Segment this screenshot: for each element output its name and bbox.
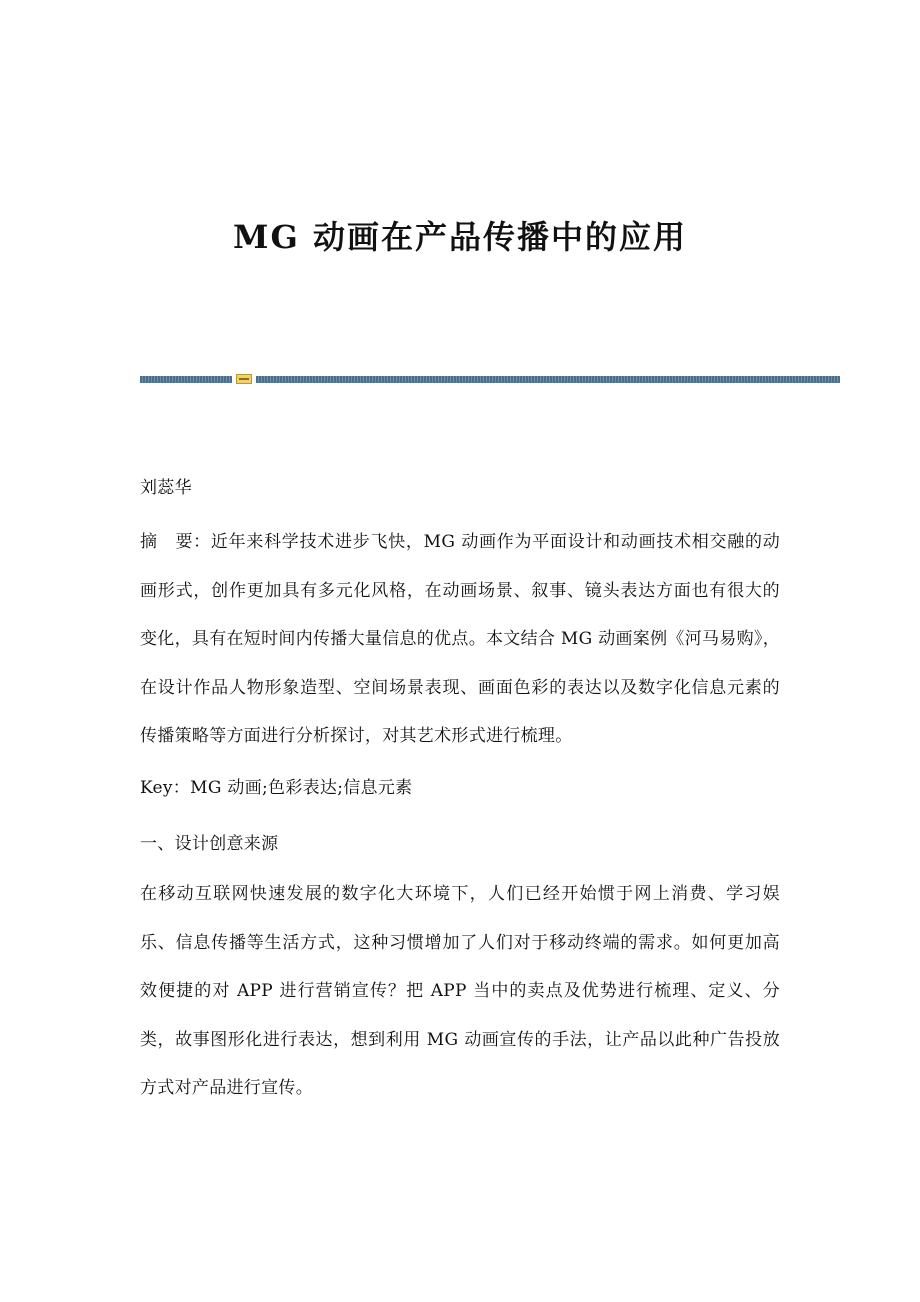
envelope-icon bbox=[236, 374, 252, 384]
author-name: 刘蕊华 bbox=[140, 478, 192, 498]
divider-bar-right bbox=[256, 376, 840, 383]
body-paragraph: 在移动互联网快速发展的数字化大环境下，人们已经开始惯于网上消费、学习娱乐、信息传播等生活方式，这种习惯增加了人们对于移动终端的需求。如何更加高效便捷的对 APP 进行营销宣传？把 APP 当中的卖点及优势进行梳理、定义、分类，故事图形化进行表达，想到利用 MG 动画宣传的手法，让产品以此种广告投放方式对产品进行宣传。 bbox=[140, 884, 780, 1099]
divider-bar-left bbox=[140, 376, 232, 383]
keywords-line: Key：MG 动画;色彩表达;信息元素 bbox=[140, 778, 413, 798]
abstract-paragraph: 摘 要：近年来科学技术进步飞快，MG 动画作为平面设计和动画技术相交融的动画形式，创作更加具有多元化风格，在动画场景、叙事、镜头表达方面也有很大的变化，具有在短时间内传播大量信息的优点。本文结合 MG 动画案例《河马易购》，在设计作品人物形象造型、空间场景表现、画面色彩的表达以及数字化信息元素的传播策略等方面进行分析探讨，对其艺术形式进行梳理。 bbox=[140, 532, 780, 747]
section-heading: 一、设计创意来源 bbox=[140, 834, 279, 854]
page-title: MG 动画在产品传播中的应用 bbox=[233, 218, 687, 256]
title-divider bbox=[140, 374, 840, 384]
